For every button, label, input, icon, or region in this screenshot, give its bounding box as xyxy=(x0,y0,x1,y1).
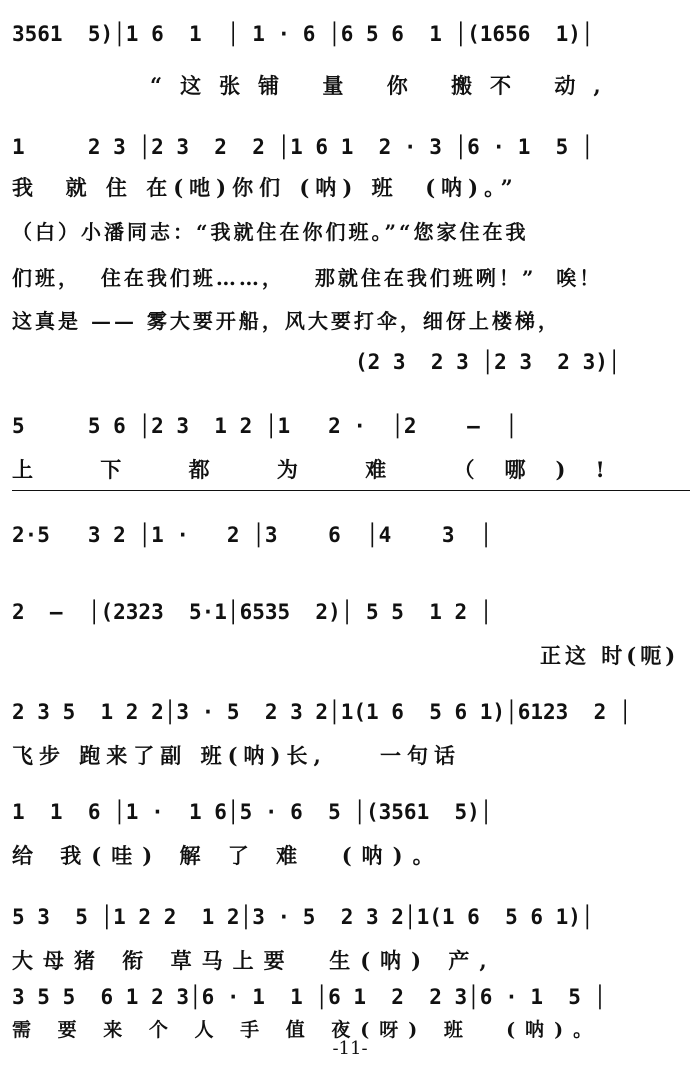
notation-line-8: 5 3 5 │1 2 2 1 2│3 · 5 2 3 2│1(1 6 5 6 1)│ xyxy=(12,905,594,929)
notation-line-3: 5 5 6 │2 3 1 2 │1 2 · │2 — │ xyxy=(12,414,518,438)
lyric-line-5: 正这 时(呃) xyxy=(540,643,680,668)
lyric-line-6: 飞步 跑来了副 班(呐)长, 一句话 xyxy=(12,743,462,768)
prose-line-3: 这真是 —— 雾大要开船，风大要打伞，细伢上楼梯， xyxy=(12,309,561,333)
page-number: -11- xyxy=(332,1038,368,1059)
notation-line-7: 1 1 6 │1 · 1 6│5 · 6 5 │(3561 5)│ xyxy=(12,800,493,824)
lyric-line-2: 我 就 住 在(吔)你们 (呐) 班 (呐)。” xyxy=(12,175,519,200)
notation-line-2: 1 2 3 │2 3 2 2 │1 6 1 2 · 3 │6 · 1 5 │ xyxy=(12,135,594,159)
lyric-line-8: 大母猪 衔 草马上要 生(呐) 产, xyxy=(12,948,497,973)
notation-line-9: 3 5 5 6 1 2 3│6 · 1 1 │6 1 2 2 3│6 · 1 5 │ xyxy=(12,985,607,1009)
instrumental-intro: (2 3 2 3 │2 3 2 3)│ xyxy=(355,350,621,374)
notation-line-4: 2·5 3 2 │1 · 2 │3 6 │4 3 │ xyxy=(12,523,493,547)
section-rule xyxy=(12,490,690,491)
prose-line-1: （白）小潘同志：“我就住在你们班。”“您家住在我 xyxy=(12,220,529,244)
notation-line-6: 2 3 5 1 2 2│3 · 5 2 3 2│1(1 6 5 6 1)│6123 2 │ xyxy=(12,700,632,724)
notation-line-5: 2 — │(2323 5·1│6535 2)│ 5 5 1 2 │ xyxy=(12,600,493,624)
lyric-line-3: 上 下 都 为 难 （哪)! xyxy=(12,457,635,482)
lyric-line-1: “这张铺 量 你 搬不 动, xyxy=(150,73,619,98)
lyric-line-9: 需 要 来 个 人 手 值 夜(呀) 班 (呐)。 xyxy=(12,1019,603,1041)
prose-line-2: 们班， 住在我们班……， 那就住在我们班咧！” 唉！ xyxy=(12,266,603,290)
notation-line-1: 3561 5)│1 6 1 │ 1 · 6 │6 5 6 1 │(1656 1)│ xyxy=(12,22,594,46)
lyric-line-7: 给 我(哇) 解 了 难 (呐)。 xyxy=(12,843,444,868)
